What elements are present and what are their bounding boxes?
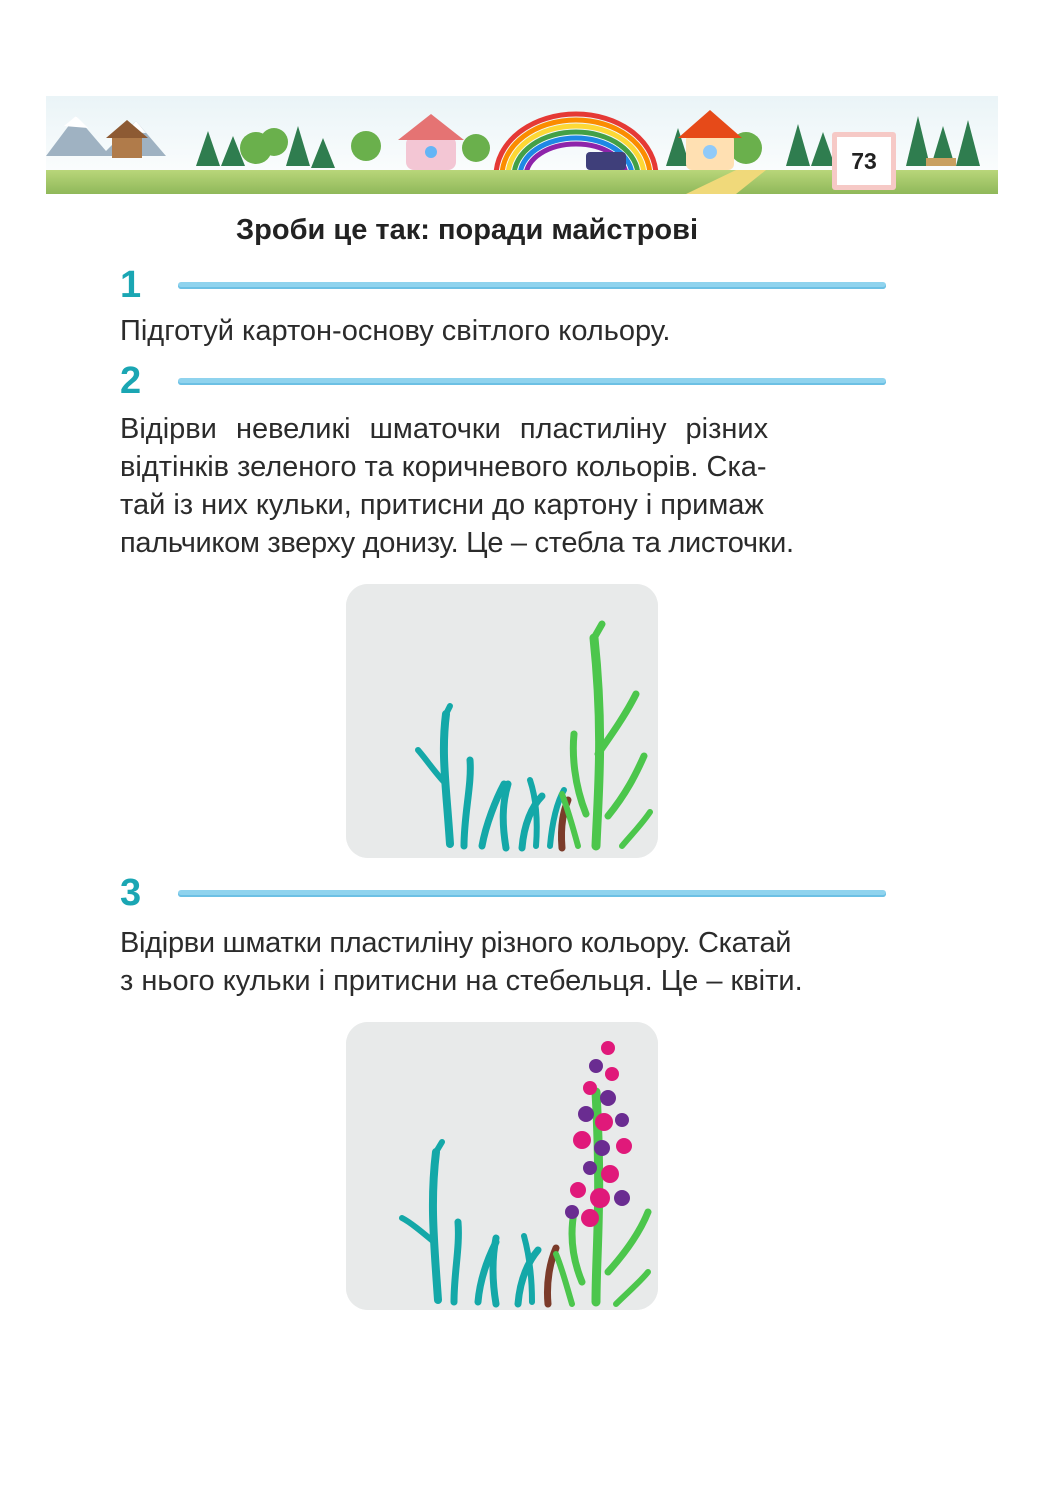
step-number-1: 1 <box>120 264 142 306</box>
page-number: 73 <box>837 137 891 185</box>
step-3-line: Відірви шматки пластиліну різного кольору. Скатай <box>120 927 792 959</box>
step-divider-2 <box>178 378 886 385</box>
step-number-2: 2 <box>120 360 142 402</box>
step-3-text <box>120 924 886 1000</box>
step-2-line: тай із них кульки, притисни до картону і примаж <box>120 489 764 521</box>
step-1-text <box>120 312 886 350</box>
step-2-line: пальчиком зверху донизу. Це – стебла та листочки. <box>120 527 794 559</box>
step-number-3: 3 <box>120 872 142 914</box>
page-heading: Зроби це так: поради майстрові <box>236 214 699 246</box>
step-2-text <box>120 410 886 562</box>
step-2-line: відтінків зеленого та коричневого кольорів. Ска- <box>120 451 767 483</box>
step-divider-1 <box>178 282 886 289</box>
step-1-line: Підготуй картон-основу світлого кольору. <box>120 315 671 347</box>
photo-stems-with-flowers <box>346 1022 658 1310</box>
plasticine-flowers-illustration <box>346 1022 658 1310</box>
photo-stems-and-leaves <box>346 584 658 858</box>
step-2-line: Відірви невеликі шматочки пластиліну різних <box>120 413 769 445</box>
page-number-badge <box>832 132 896 190</box>
plasticine-stems-illustration <box>346 584 658 858</box>
step-divider-3 <box>178 890 886 897</box>
step-3-line: з нього кульки і притисни на стебельця. Це – квіти. <box>120 965 803 997</box>
